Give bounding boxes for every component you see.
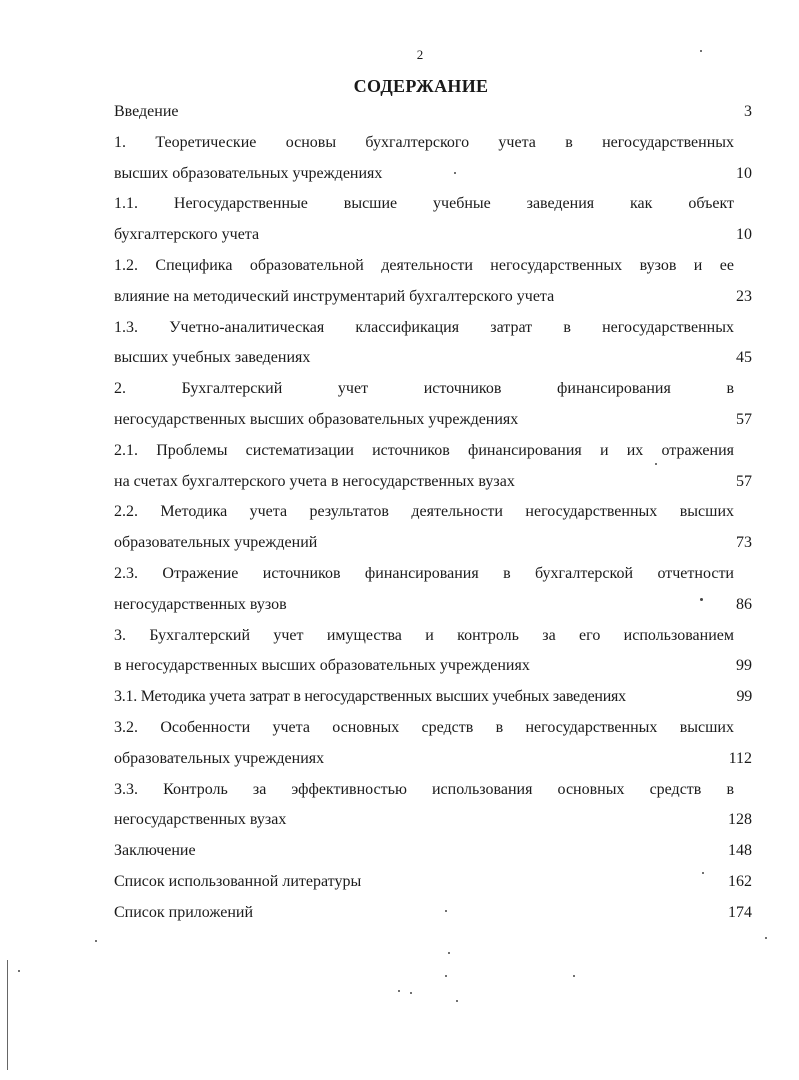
toc-entry-text [114,343,752,374]
toc-entry-line: в негосударственных высших образовательных учреждениях [114,657,530,675]
toc-entry [114,189,752,251]
toc-entry-line: негосударственных вузах [114,811,287,829]
toc-entry-line: 3. Бухгалтерский учет имущества и контроль за его использованием [114,626,734,644]
toc-entry-line: 1.2. Специфика образовательной деятельности негосударственных вузов и ее [114,256,734,274]
toc-entry-line: образовательных учреждений [114,534,318,552]
toc-entry-text [114,621,752,652]
toc-entry-text [114,282,752,313]
toc-entry-line: 2. Бухгалтерский учет источников финансирования в [114,380,734,398]
toc-entry-text [114,405,752,436]
toc-entry [114,713,752,775]
toc-entry-text [114,467,752,498]
toc-page-number: 23 [736,287,752,305]
scan-speck [765,937,767,939]
toc-entry-line: Введение [114,103,179,120]
scan-speck [700,50,702,52]
toc-entry [114,313,752,375]
toc-page-number: 148 [728,842,752,860]
toc-page-number: 162 [728,872,752,890]
toc-entry-text [114,559,752,590]
toc-entry-text [114,713,752,744]
toc-entry [114,559,752,621]
toc-entry-text [114,189,752,220]
toc-page-number: 128 [728,811,752,829]
toc-entry-text [114,374,752,405]
toc-entry [114,867,752,898]
toc-entry-line: на счетах бухгалтерского учета в негосударственных вузах [114,472,515,490]
toc-entry-text [114,775,752,806]
toc-page-number: 3 [744,103,752,120]
toc-entry [114,251,752,313]
toc-entry-line: влияние на методический инструментарий бухгалтерского учета [114,287,555,305]
toc-entry [114,436,752,498]
toc-entry-line: 2.1. Проблемы систематизации источников финансирования и их отражения [114,441,734,459]
toc-page-number: 45 [736,349,752,367]
toc-page-number: 10 [736,226,752,244]
toc-entry-text [114,805,752,836]
toc-entry-text [114,590,752,621]
table-of-contents [114,97,752,929]
toc-entry-text [114,528,752,559]
toc-entry-line: 1.1. Негосударственные высшие учебные заведения как объект [114,195,734,213]
toc-entry-line: Список приложений [114,903,254,921]
scan-speck [18,970,20,972]
toc-page-number: 99 [736,688,752,706]
toc-entry-line: высших образовательных учреждениях [114,164,383,182]
toc-entry-text [114,220,752,251]
toc-page-number: 86 [736,595,752,613]
toc-entry [114,898,752,929]
toc-page-number: 10 [736,164,752,182]
toc-entry-line: 3.1. Методика учета затрат в негосударственных высших учебных заведениях [114,688,626,706]
scan-speck [95,940,97,942]
toc-entry-text [114,159,752,190]
toc-entry-line: 3.2. Особенности учета основных средств в негосударственных высших [114,718,734,736]
toc-entry-text [114,313,752,344]
scan-speck [454,172,456,174]
toc-entry-line: Заключение [114,842,196,860]
toc-page-number: 99 [736,657,752,675]
scan-speck [700,598,703,601]
toc-entry-text [114,436,752,467]
toc-entry-line: 2.3. Отражение источников финансирования в бухгалтерской отчетности [114,564,734,582]
toc-entry-text [114,898,752,929]
toc-entry-line: бухгалтерского учета [114,226,260,244]
scan-speck [448,952,450,954]
toc-entry-line: 2.2. Методика учета результатов деятельности негосударственных высших [114,503,734,521]
scan-margin-line [7,960,8,1070]
toc-entry-text [114,651,752,682]
scan-speck [398,990,400,992]
toc-page-number: 57 [736,410,752,428]
toc-entry-text [114,867,752,898]
scan-speck [655,463,657,465]
page-number: 2 [416,47,424,62]
toc-entry-line: 1.3. Учетно-аналитическая классификация затрат в негосударственных [114,318,734,336]
scan-speck [445,975,447,977]
toc-entry-text [114,744,752,775]
scan-speck [702,872,704,874]
scan-speck [573,975,575,977]
scan-speck [410,992,412,994]
toc-entry [114,775,752,837]
toc-entry-line: Список использованной литературы [114,872,362,890]
toc-entry-line: негосударственных вузов [114,595,287,613]
toc-entry-line: 3.3. Контроль за эффективностью использования основных средств в [114,780,734,798]
toc-page-number: 73 [736,534,752,552]
toc-entry [114,682,752,713]
toc-page-number: 174 [728,903,752,921]
toc-page-number: 112 [728,749,752,767]
toc-entry [114,621,752,683]
toc-entry-text [114,497,752,528]
toc-entry-text [114,128,752,159]
toc-entry-line: образовательных учреждениях [114,749,325,767]
toc-entry [114,128,752,190]
toc-entry-line: 1. Теоретические основы бухгалтерского учета в негосударственных [114,133,734,151]
scan-speck [456,1000,458,1002]
toc-entry [114,497,752,559]
toc-entry-text [114,836,752,867]
toc-entry-text [114,682,752,713]
toc-entry [114,97,752,128]
toc-entry-text [114,97,752,128]
toc-entry [114,374,752,436]
toc-entry-line: высших учебных заведениях [114,349,311,367]
page-title: СОДЕРЖАНИЕ [353,76,489,96]
toc-entry-text [114,251,752,282]
toc-page-number: 57 [736,472,752,490]
toc-entry-line: негосударственных высших образовательных учреждениях [114,410,519,428]
scan-speck [445,910,447,912]
toc-entry [114,836,752,867]
